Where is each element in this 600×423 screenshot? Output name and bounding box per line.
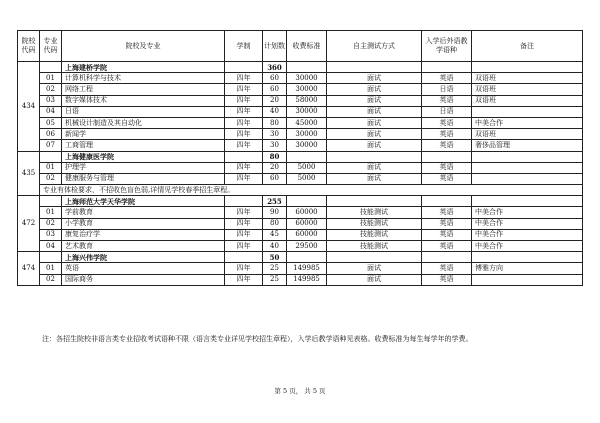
major-code: 02 [40,173,62,184]
table-row [18,117,583,128]
language: 英语 [422,229,472,240]
header-language: 入学后外语教学语种 [422,31,472,62]
language: 英语 [422,173,472,184]
page-number: 第 5 页， 共 5 页 [274,387,326,395]
fee: 149985 [287,263,327,274]
header-note: 备注 [472,31,583,62]
school-plan: 80 [263,151,287,162]
plan: 30 [263,129,287,140]
major-name: 计算机科学与技术 [62,73,225,84]
major-code: 05 [40,117,62,128]
note: 博雅方向 [472,263,583,274]
plan: 25 [263,274,287,285]
major-name: 国际商务 [62,274,225,285]
major-name: 护理学 [62,162,225,173]
duration: 四年 [225,229,263,240]
note [472,274,583,285]
school-row [18,196,583,207]
school-name: 上海建桥学院 [62,62,225,73]
duration: 四年 [225,129,263,140]
plan: 40 [263,106,287,117]
plan: 25 [263,263,287,274]
fee: 60000 [287,229,327,240]
fee: 60000 [287,218,327,229]
language: 英语 [422,207,472,218]
plan: 60 [263,173,287,184]
plan: 90 [263,207,287,218]
test: 面试 [327,263,422,274]
test: 面试 [327,274,422,285]
major-name: 学前教育 [62,207,225,218]
duration: 四年 [225,218,263,229]
note: 中美合作 [472,117,583,128]
table-row [18,140,583,151]
test: 技能测试 [327,241,422,252]
footnote: 注：各招生院校非语言类专业招收考试语种不限（语言类专业详见学校招生章程），入学后教学语种见表格。收费标准为每生每学年的学费。 [42,335,473,343]
major-name: 工商管理 [62,140,225,151]
test: 面试 [327,129,422,140]
fee: 30000 [287,73,327,84]
school-plan: 255 [263,196,287,207]
school-row [18,252,583,263]
school-code: 472 [18,196,40,252]
table-row [18,241,583,252]
fee: 60000 [287,207,327,218]
school-plan: 50 [263,252,287,263]
note: 中美合作 [472,207,583,218]
school-name: 上海兴伟学院 [62,252,225,263]
language: 英语 [422,263,472,274]
note: 中美合作 [472,229,583,240]
fee: 5000 [287,173,327,184]
header-plan: 计划数 [263,31,287,62]
note: 双语班 [472,73,583,84]
test: 技能测试 [327,218,422,229]
test: 面试 [327,173,422,184]
table-row [18,95,583,106]
major-name: 康复治疗学 [62,229,225,240]
test: 面试 [327,84,422,95]
school-code: 435 [18,151,40,196]
language: 英语 [422,73,472,84]
test: 技能测试 [327,207,422,218]
major-code: 03 [40,229,62,240]
major-code: 04 [40,106,62,117]
fee: 149985 [287,274,327,285]
header-school-major: 院校及专业 [62,31,225,62]
note: 双语班 [472,84,583,95]
major-name: 英语 [62,263,225,274]
plan: 20 [263,95,287,106]
major-code: 06 [40,129,62,140]
language: 英语 [422,162,472,173]
plan: 60 [263,73,287,84]
header-major-code: 专业代码 [40,31,62,62]
language: 英语 [422,241,472,252]
school-name: 上海师范大学天华学院 [62,196,225,207]
major-name: 艺术教育 [62,241,225,252]
note: 双语班 [472,95,583,106]
language: 英语 [422,140,472,151]
test: 技能测试 [327,229,422,240]
plan: 60 [263,84,287,95]
plan: 40 [263,241,287,252]
school-plan: 360 [263,62,287,73]
fee: 30000 [287,84,327,95]
fee: 30000 [287,140,327,151]
note: 中美合作 [472,241,583,252]
admission-plan-table-container [17,30,583,286]
major-name: 网络工程 [62,84,225,95]
table-row [18,218,583,229]
test: 面试 [327,73,422,84]
table-row [18,162,583,173]
table-row [18,207,583,218]
school-row [18,151,583,162]
major-code: 01 [40,263,62,274]
note [472,162,583,173]
duration: 四年 [225,173,263,184]
language: 英语 [422,218,472,229]
table-row [18,84,583,95]
test: 面试 [327,106,422,117]
header-duration: 学制 [225,31,263,62]
note: 双语班 [472,129,583,140]
table-row [18,173,583,184]
table-row [18,129,583,140]
major-code: 02 [40,274,62,285]
note: 中美合作 [472,218,583,229]
school-row [18,62,583,73]
duration: 四年 [225,140,263,151]
admission-plan-table [17,30,583,286]
duration: 四年 [225,73,263,84]
school-remark: 专业有体检要求，不招收色盲色弱,详情见学校春季招生章程。 [40,185,583,196]
school-code: 434 [18,62,40,152]
language: 英语 [422,274,472,285]
language: 英语 [422,117,472,128]
plan: 20 [263,162,287,173]
test: 面试 [327,140,422,151]
fee: 30000 [287,106,327,117]
major-code: 02 [40,218,62,229]
table-row [18,106,583,117]
major-name: 健康服务与管理 [62,173,225,184]
major-name: 新闻学 [62,129,225,140]
plan: 45 [263,229,287,240]
plan: 80 [263,218,287,229]
major-code: 07 [40,140,62,151]
note [472,106,583,117]
major-code: 01 [40,162,62,173]
major-name: 小学教育 [62,218,225,229]
duration: 四年 [225,84,263,95]
test: 面试 [327,117,422,128]
duration: 四年 [225,95,263,106]
fee: 45000 [287,117,327,128]
duration: 四年 [225,162,263,173]
note [472,173,583,184]
test: 面试 [327,95,422,106]
major-code: 04 [40,241,62,252]
duration: 四年 [225,241,263,252]
table-row [18,73,583,84]
school-name: 上海健康医学院 [62,151,225,162]
fee: 29500 [287,241,327,252]
duration: 四年 [225,263,263,274]
table-row [18,229,583,240]
language: 英语 [422,129,472,140]
plan: 80 [263,117,287,128]
table-row [18,263,583,274]
major-name: 日语 [62,106,225,117]
plan: 30 [263,140,287,151]
header-test: 自主测试方式 [327,31,422,62]
major-code: 01 [40,207,62,218]
duration: 四年 [225,117,263,128]
school-code: 474 [18,252,40,286]
header-school-code: 院校代码 [18,31,40,62]
language: 英语 [422,95,472,106]
major-code: 01 [40,73,62,84]
duration: 四年 [225,106,263,117]
test: 面试 [327,162,422,173]
header-fee: 收费标准 [287,31,327,62]
remark-row [18,185,583,196]
major-code: 03 [40,95,62,106]
note: 奢侈品管理 [472,140,583,151]
major-code: 02 [40,84,62,95]
table-row [18,274,583,285]
duration: 四年 [225,207,263,218]
fee: 30000 [287,129,327,140]
fee: 5000 [287,162,327,173]
duration: 四年 [225,274,263,285]
major-name: 机械设计制造及其自动化 [62,117,225,128]
fee: 58000 [287,95,327,106]
language: 日语 [422,84,472,95]
table-header-row [18,31,583,62]
language: 日语 [422,106,472,117]
major-name: 数字媒体技术 [62,95,225,106]
